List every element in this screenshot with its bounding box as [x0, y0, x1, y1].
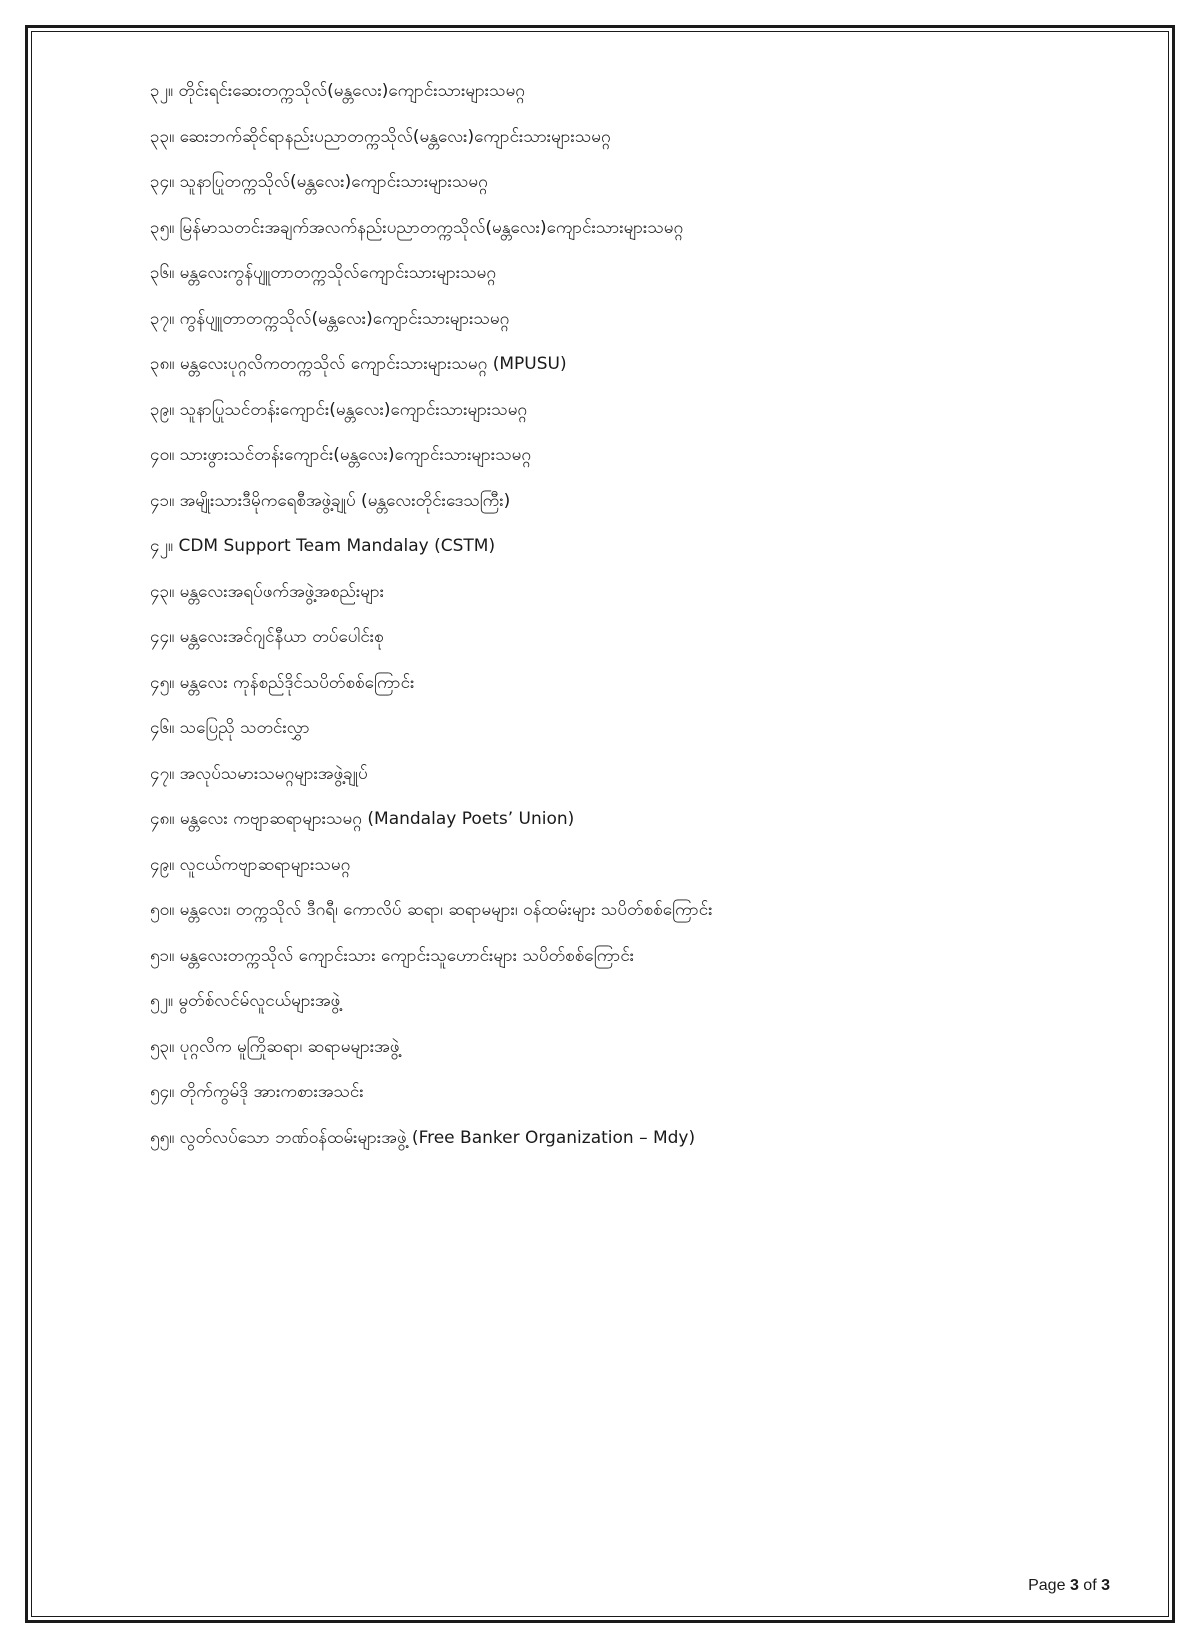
list-item: ၃၂။ တိုင်းရင်းဆေးတက္ကသိုလ်(မန္တလေး)ကျောင်းသားများသမဂ္ဂ [150, 81, 525, 101]
list-item: ၄၃။ မန္တလေးအရပ်ဖက်အဖွဲ့အစည်းများ [150, 581, 385, 602]
list-item: ၅၃။ ပုဂ္ဂလိက မူကြိုဆရာ၊ ဆရာမများအဖွဲ့ [150, 1036, 400, 1057]
list-item: ၄၀။ သားဖွားသင်တန်းကျောင်း(မန္တလေး)ကျောင်းသားများသမဂ္ဂ [150, 445, 532, 465]
list-item: ၄၆။ သပြေညို သတင်းလွှာ [150, 718, 310, 738]
footer-current-page: 3 [1069, 1577, 1079, 1594]
list-item: ၃၇။ ကွန်ပျူတာတက္ကသိုလ်(မန္တလေး)ကျောင်းသားများသမဂ္ဂ [150, 308, 510, 329]
footer-page-prefix: Page [1028, 1577, 1066, 1594]
organization-list [150, 74, 1110, 1166]
footer-total-pages: 3 [1101, 1577, 1110, 1594]
list-item: ၃၄။ သူနာပြုတက္ကသိုလ်(မန္တလေး)ကျောင်းသားများသမဂ္ဂ [150, 172, 488, 192]
list-item: ၃၉။ သူနာပြုသင်တန်းကျောင်း(မန္တလေး)ကျောင်းသားများသမဂ္ဂ [150, 399, 528, 420]
list-item: ၅၀။ မန္တလေး၊ တက္ကသိုလ် ဒီဂရီ၊ ကောလိပ် ဆရာ၊ ဆရာမများ၊ ဝန်ထမ်းများ သပိတ်စစ်ကြောင်း [150, 900, 713, 920]
list-item: ၄၈။ မန္တလေး ကဗျာဆရာများသမဂ္ဂ (Mandalay Poets’ Union) [150, 809, 575, 829]
list-item: ၄၁။ အမျိုးသားဒီမိုကရေစီအဖွဲ့ချုပ် (မန္တလေးတိုင်းဒေသကြီး) [150, 490, 511, 511]
list-item: ၅၂။ မွတ်စ်လင်မ်လူငယ်များအဖွဲ့ [150, 991, 341, 1011]
list-item: ၃၃။ ဆေးဘက်ဆိုင်ရာနည်းပညာတက္ကသိုလ်(မန္တလေး)ကျောင်းသားများသမဂ္ဂ [150, 126, 611, 147]
footer-separator: of [1083, 1577, 1097, 1594]
list-item: ၃၅။ မြန်မာသတင်းအချက်အလက်နည်းပညာတက္ကသိုလ်(မန္တလေး)ကျောင်းသားများသမဂ္ဂ [150, 217, 684, 238]
list-item: ၅၄။ တိုက်ကွမ်ဒို အားကစားအသင်း [150, 1082, 364, 1102]
page-footer [1028, 1577, 1110, 1595]
list-item: ၃၆။ မန္တလေးကွန်ပျူတာတက္ကသိုလ်ကျောင်းသားများသမဂ္ဂ [150, 263, 497, 283]
list-item: ၄၅။ မန္တလေး ကုန်စည်ဒိုင်သပိတ်စစ်ကြောင်း [150, 672, 415, 693]
list-item: ၅၅။ လွတ်လပ်သော ဘဏ်ဝန်ထမ်းများအဖွဲ့ (Free Banker Organization – Mdy) [150, 1127, 696, 1148]
list-item: ၅၁။ မန္တလေးတက္ကသိုလ် ကျောင်းသား ကျောင်းသူဟောင်းများ သပိတ်စစ်ကြောင်း [150, 945, 635, 966]
list-item: ၄၇။ အလုပ်သမားသမဂ္ဂများအဖွဲ့ချုပ် [150, 763, 368, 784]
list-item: ၄၄။ မန္တလေးအင်ဂျင်နီယာ တပ်ပေါင်းစု [150, 627, 384, 647]
list-item: ၄၂။ CDM Support Team Mandalay (CSTM) [150, 536, 496, 556]
list-item: ၄၉။ လူငယ်ကဗျာဆရာများသမဂ္ဂ [150, 854, 351, 875]
list-item: ၃၈။ မန္တလေးပုဂ္ဂလိကတက္ကသိုလ် ကျောင်းသားများသမဂ္ဂ (MPUSU) [150, 354, 567, 374]
